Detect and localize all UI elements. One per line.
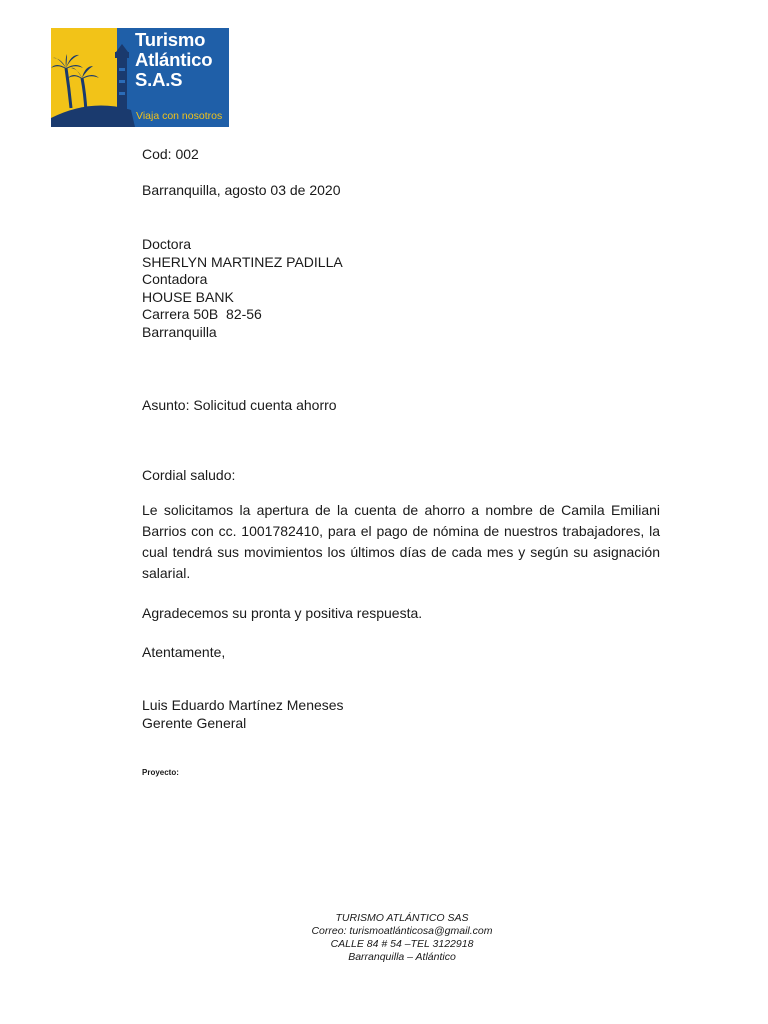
logo-title-line-3: S.A.S xyxy=(135,69,183,90)
logo-title xyxy=(135,30,229,90)
project-label: Proyecto: xyxy=(142,768,179,777)
recipient-position: Contadora xyxy=(142,271,208,287)
letter-closing: Atentamente, xyxy=(142,644,226,660)
company-logo xyxy=(51,28,229,127)
signer-name: Luis Eduardo Martínez Meneses xyxy=(142,697,344,713)
page-footer xyxy=(0,912,768,964)
letter-thanks: Agradecemos su pronta y positiva respuesta. xyxy=(142,605,423,621)
signer-position: Gerente General xyxy=(142,715,247,731)
footer-city: Barranquilla – Atlántico xyxy=(348,951,456,963)
recipient-address: Carrera 50B 82-56 xyxy=(142,306,262,322)
document-code: Cod: 002 xyxy=(142,146,199,162)
footer-email: Correo: turismoatlánticosa@gmail.com xyxy=(311,925,493,937)
recipient-name: SHERLYN MARTINEZ PADILLA xyxy=(142,253,343,270)
letter-greeting: Cordial saludo: xyxy=(142,467,236,483)
recipient-title: Doctora xyxy=(142,236,192,252)
footer-company: TURISMO ATLÁNTICO SAS xyxy=(335,912,469,924)
letter-date: Barranquilla, agosto 03 de 2020 xyxy=(142,182,341,198)
letter-body-paragraph: Le solicitamos la apertura de la cuenta de ahorro a nombre de Camila Emiliani Barrios con cc. 1001782410, para el pago de nómina de nuestros trabajadores, la cual tendrá sus movimientos los últimos días de cada mes y según su asignación salarial. xyxy=(142,502,660,581)
letter-subject: Asunto: Solicitud cuenta ahorro xyxy=(142,397,337,413)
logo-title-line-2: Atlántico xyxy=(135,49,213,70)
footer-address: CALLE 84 # 54 –TEL 3122918 xyxy=(330,938,474,950)
logo-title-line-1: Turismo xyxy=(135,29,206,50)
logo-tagline: Viaja con nosotros xyxy=(136,110,223,122)
recipient-city: Barranquilla xyxy=(142,323,217,340)
recipient-company: HOUSE BANK xyxy=(142,288,234,305)
